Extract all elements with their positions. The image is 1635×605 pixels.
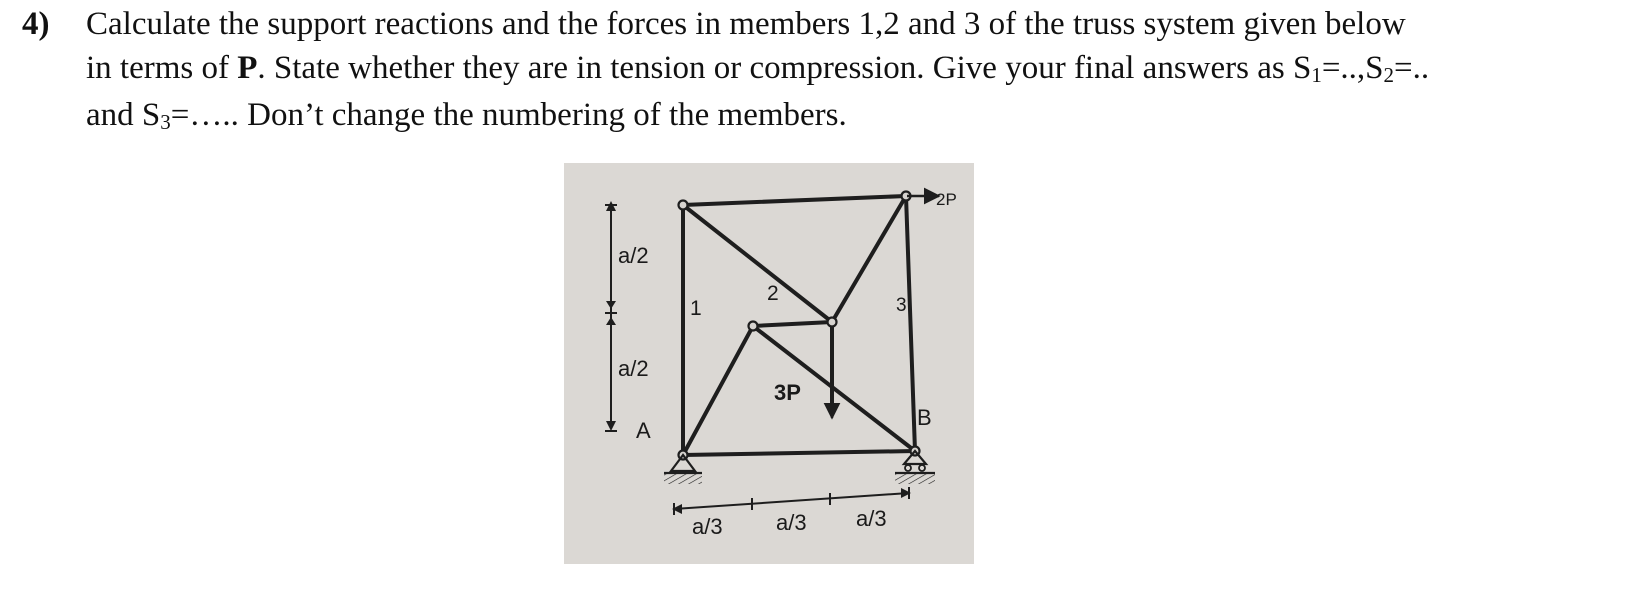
line2-end: =.. [1394, 50, 1430, 86]
question-number: 4) [22, 6, 50, 42]
line2-sub-1: 1 [1311, 63, 1322, 87]
support-b-hatching [895, 474, 935, 484]
line3-end: =….. Don’t change the numbering of the members. [170, 97, 847, 133]
member-1-label: 1 [690, 297, 702, 320]
support-b-label: B [917, 405, 932, 430]
joint-inner-left [749, 322, 758, 331]
load-2p-label: 2P [936, 190, 957, 209]
support-a-label: A [636, 418, 651, 443]
truss-diagram [564, 163, 974, 564]
line3-sub-3: 3 [160, 110, 171, 134]
line2-bold-p: P [237, 50, 258, 86]
load-3p-label: 3P [774, 380, 801, 405]
dim-lower-label: a/2 [618, 356, 649, 381]
question-line-2 [86, 46, 1606, 93]
dim-bottom-label-1: a/3 [692, 514, 723, 539]
line2-before: in terms of [86, 50, 238, 86]
joint-top-left [679, 201, 688, 210]
member-2-label: 2 [767, 282, 779, 305]
question-text [86, 2, 1606, 140]
line2-mid2: =..,S [1321, 50, 1384, 86]
support-a-hatching [664, 474, 702, 484]
member-3-label: 3 [896, 295, 907, 316]
truss-figure [564, 163, 974, 564]
joint-inner-right [828, 318, 837, 327]
line2-mid: . State whether they are in tension or compression. Give your final answers as S [257, 50, 1312, 86]
question-line-3 [86, 93, 1606, 140]
dim-bottom-label-2: a/3 [776, 510, 807, 535]
line2-sub-2: 2 [1383, 63, 1395, 87]
question-line-1-text: Calculate the support reactions and the forces in members 1,2 and 3 of the truss system given below [86, 6, 1406, 42]
question-line-1 [86, 2, 1606, 46]
dim-upper-label: a/2 [618, 243, 649, 268]
dim-bottom-label-3: a/3 [856, 506, 887, 531]
line3-before: and S [86, 97, 161, 133]
